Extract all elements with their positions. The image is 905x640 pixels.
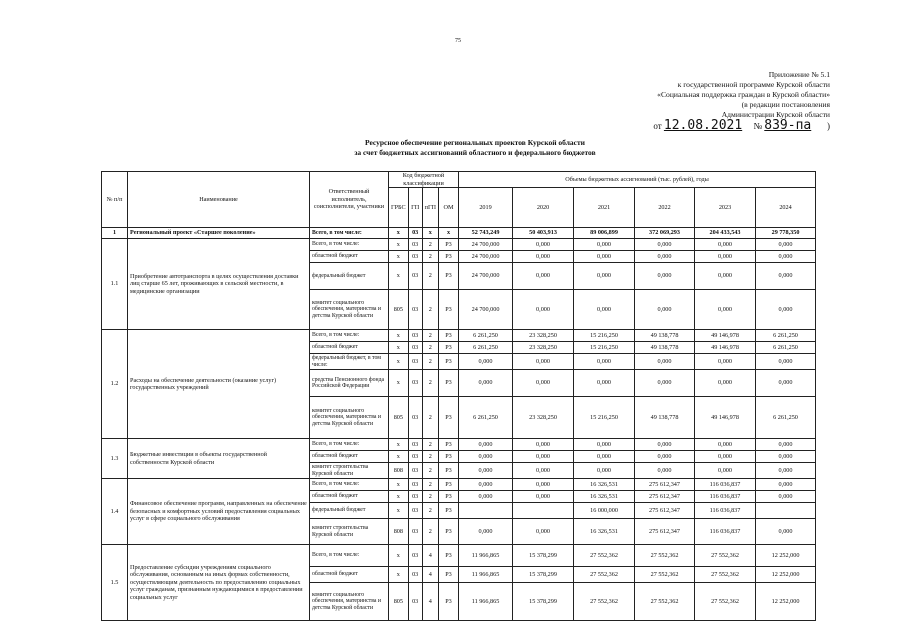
row-name: Региональный проект «Старшее поколение» xyxy=(128,228,310,239)
value-cell: 12 252,000 xyxy=(756,545,816,567)
code-cell: 805 xyxy=(389,290,409,330)
value-cell: 0,000 xyxy=(695,439,756,451)
code-cell: 03 xyxy=(408,583,422,621)
title-line: Ресурсное обеспечение региональных проектов Курской области xyxy=(364,138,585,147)
value-cell: 0,000 xyxy=(574,451,635,463)
value-cell: 0,000 xyxy=(574,251,635,263)
code-cell: х xyxy=(389,263,409,290)
code-cell: 4 xyxy=(422,567,438,583)
header-grbs: ГРБС xyxy=(389,188,409,228)
value-cell: 0,000 xyxy=(695,354,756,370)
code-cell: 03 xyxy=(408,439,422,451)
value-cell: 16 326,531 xyxy=(574,479,635,491)
value-cell: 49 138,778 xyxy=(635,342,695,354)
value-cell: 372 069,293 xyxy=(635,228,695,239)
code-cell: 2 xyxy=(422,342,438,354)
value-cell: 16 000,000 xyxy=(574,503,635,519)
page-number: 75 xyxy=(455,38,461,44)
value-cell: 0,000 xyxy=(635,370,695,397)
code-cell: х xyxy=(389,479,409,491)
code-cell: 03 xyxy=(408,479,422,491)
code-cell: Р3 xyxy=(439,370,459,397)
row-num: 1.1 xyxy=(102,239,128,330)
value-cell: 0,000 xyxy=(513,239,574,251)
value-cell: 0,000 xyxy=(756,451,816,463)
code-cell: 2 xyxy=(422,239,438,251)
row-resp: Всего, в том числе: xyxy=(310,545,389,567)
header-num: № п/п xyxy=(102,172,128,228)
header-volumes: Объемы бюджетных ассигнований (тыс. рублей), годы xyxy=(459,172,816,188)
row-name: Приобретение автотранспорта в целях осуществления доставки лиц старше 65 лет, проживающих в сельской местности, в медицинские организации xyxy=(128,239,310,330)
value-cell: 0,000 xyxy=(459,491,513,503)
code-cell: х xyxy=(389,545,409,567)
value-cell xyxy=(513,503,574,519)
value-cell: 0,000 xyxy=(756,239,816,251)
code-cell: Р3 xyxy=(439,503,459,519)
code-cell: 03 xyxy=(408,228,422,239)
value-cell: 0,000 xyxy=(513,451,574,463)
code-cell: Р3 xyxy=(439,491,459,503)
code-cell: 805 xyxy=(389,583,409,621)
header-year: 2024 xyxy=(756,188,816,228)
value-cell: 15 378,299 xyxy=(513,545,574,567)
value-cell: 6 261,250 xyxy=(459,397,513,439)
project-row xyxy=(102,228,816,239)
value-cell: 0,000 xyxy=(574,370,635,397)
value-cell: 0,000 xyxy=(756,370,816,397)
value-cell: 275 612,347 xyxy=(635,491,695,503)
code-cell: 03 xyxy=(408,263,422,290)
value-cell: 0,000 xyxy=(513,479,574,491)
code-cell: 03 xyxy=(408,545,422,567)
value-cell: 0,000 xyxy=(459,451,513,463)
code-cell: 2 xyxy=(422,290,438,330)
value-cell: 24 700,000 xyxy=(459,239,513,251)
value-cell: 0,000 xyxy=(574,439,635,451)
value-cell: 0,000 xyxy=(756,263,816,290)
value-cell: 116 036,837 xyxy=(695,519,756,545)
code-cell: 2 xyxy=(422,263,438,290)
code-cell: х xyxy=(439,228,459,239)
value-cell: 0,000 xyxy=(756,479,816,491)
code-cell: Р3 xyxy=(439,519,459,545)
value-cell: 27 552,362 xyxy=(695,583,756,621)
value-cell: 0,000 xyxy=(459,439,513,451)
header-year: 2020 xyxy=(513,188,574,228)
value-cell: 0,000 xyxy=(513,251,574,263)
value-cell: 12 252,000 xyxy=(756,567,816,583)
code-cell: 03 xyxy=(408,330,422,342)
number-prefix: № xyxy=(753,121,763,131)
code-cell: Р3 xyxy=(439,330,459,342)
value-cell: 27 552,362 xyxy=(574,583,635,621)
value-cell: 0,000 xyxy=(695,451,756,463)
code-cell: х xyxy=(389,354,409,370)
row-num: 1.4 xyxy=(102,479,128,545)
code-cell: х xyxy=(389,451,409,463)
code-cell: 03 xyxy=(408,342,422,354)
value-cell: 0,000 xyxy=(756,519,816,545)
value-cell: 275 612,347 xyxy=(635,479,695,491)
value-cell: 0,000 xyxy=(574,354,635,370)
value-cell: 0,000 xyxy=(635,239,695,251)
value-cell: 0,000 xyxy=(695,370,756,397)
value-cell: 23 328,250 xyxy=(513,342,574,354)
code-cell: х xyxy=(389,330,409,342)
code-cell: 2 xyxy=(422,491,438,503)
value-cell: 15 216,250 xyxy=(574,397,635,439)
code-cell: 03 xyxy=(408,451,422,463)
decree-date-line xyxy=(580,118,830,133)
value-cell: 0,000 xyxy=(459,463,513,479)
value-cell: 15 216,250 xyxy=(574,330,635,342)
header-pgp: пГП xyxy=(422,188,438,228)
code-cell: Р3 xyxy=(439,251,459,263)
value-cell: 27 552,362 xyxy=(635,583,695,621)
code-cell: 2 xyxy=(422,397,438,439)
row-num: 1.3 xyxy=(102,439,128,479)
resource-table xyxy=(101,171,816,621)
value-cell: 0,000 xyxy=(635,439,695,451)
value-cell: 0,000 xyxy=(513,439,574,451)
value-cell: 0,000 xyxy=(513,290,574,330)
value-cell: 6 261,250 xyxy=(756,397,816,439)
value-cell: 0,000 xyxy=(574,463,635,479)
value-cell xyxy=(459,503,513,519)
value-cell: 11 966,865 xyxy=(459,583,513,621)
header-year: 2019 xyxy=(459,188,513,228)
code-cell: 2 xyxy=(422,503,438,519)
appendix-line: Приложение № 5.1 xyxy=(768,70,830,79)
row-resp: областной бюджет xyxy=(310,451,389,463)
value-cell: 0,000 xyxy=(574,290,635,330)
code-cell: 805 xyxy=(389,397,409,439)
value-cell: 0,000 xyxy=(459,479,513,491)
row-resp: комитет социального обеспечения, материнства и детства Курской области xyxy=(310,397,389,439)
value-cell: 0,000 xyxy=(635,451,695,463)
header-om: ОМ xyxy=(439,188,459,228)
code-cell: 2 xyxy=(422,370,438,397)
code-cell: 03 xyxy=(408,519,422,545)
value-cell: 0,000 xyxy=(756,251,816,263)
row-resp: федеральный бюджет xyxy=(310,263,389,290)
value-cell: 0,000 xyxy=(756,463,816,479)
value-cell: 24 700,000 xyxy=(459,290,513,330)
row-resp: областной бюджет xyxy=(310,251,389,263)
value-cell: 275 612,347 xyxy=(635,519,695,545)
date-prefix: от xyxy=(653,121,662,131)
value-cell: 6 261,250 xyxy=(459,342,513,354)
value-cell: 116 036,837 xyxy=(695,491,756,503)
table-row xyxy=(102,439,816,451)
value-cell: 0,000 xyxy=(513,263,574,290)
row-resp: комитет строительства Курской области xyxy=(310,463,389,479)
code-cell: Р3 xyxy=(439,342,459,354)
code-cell: 808 xyxy=(389,463,409,479)
code-cell: Р3 xyxy=(439,583,459,621)
code-cell: 03 xyxy=(408,503,422,519)
row-resp: комитет социального обеспечения, материнства и детства Курской области xyxy=(310,290,389,330)
value-cell: 50 403,913 xyxy=(513,228,574,239)
value-cell: 89 006,899 xyxy=(574,228,635,239)
row-resp: комитет социального обеспечения, материнства и детства Курской области xyxy=(310,583,389,621)
value-cell: 15 378,299 xyxy=(513,583,574,621)
code-cell: 03 xyxy=(408,491,422,503)
value-cell: 204 433,543 xyxy=(695,228,756,239)
appendix-line: (в редакции постановления xyxy=(741,100,830,109)
code-cell: х xyxy=(389,491,409,503)
row-name: Бюджетные инвестиции в объекты государственной собственности Курской области xyxy=(128,439,310,479)
code-cell: 2 xyxy=(422,451,438,463)
code-cell: 2 xyxy=(422,463,438,479)
value-cell: 16 326,531 xyxy=(574,491,635,503)
row-num: 1.5 xyxy=(102,545,128,621)
value-cell: 6 261,250 xyxy=(756,342,816,354)
value-cell: 27 552,362 xyxy=(635,567,695,583)
value-cell: 49 138,778 xyxy=(635,330,695,342)
row-resp: Всего, в том числе: xyxy=(310,479,389,491)
code-cell: 4 xyxy=(422,545,438,567)
code-cell: Р3 xyxy=(439,479,459,491)
value-cell: 16 326,531 xyxy=(574,519,635,545)
code-cell: 03 xyxy=(408,463,422,479)
appendix-line: к государственной программе Курской области xyxy=(677,80,830,89)
code-cell: х xyxy=(389,239,409,251)
value-cell: 15 378,299 xyxy=(513,567,574,583)
value-cell: 116 036,837 xyxy=(695,503,756,519)
row-resp: областной бюджет xyxy=(310,567,389,583)
table-row xyxy=(102,479,816,491)
table-row xyxy=(102,545,816,567)
code-cell: 03 xyxy=(408,239,422,251)
code-cell: х xyxy=(389,342,409,354)
value-cell: 27 552,362 xyxy=(574,567,635,583)
code-cell: х xyxy=(389,439,409,451)
code-cell: 03 xyxy=(408,354,422,370)
value-cell: 0,000 xyxy=(459,354,513,370)
code-cell: х xyxy=(389,370,409,397)
value-cell: 29 778,350 xyxy=(756,228,816,239)
code-cell: 03 xyxy=(408,370,422,397)
table-row xyxy=(102,330,816,342)
value-cell: 27 552,362 xyxy=(695,545,756,567)
code-cell: 2 xyxy=(422,479,438,491)
row-resp: средства Пенсионного фонда Российской Федерации xyxy=(310,370,389,397)
code-cell: х xyxy=(389,567,409,583)
code-cell: х xyxy=(422,228,438,239)
value-cell: 0,000 xyxy=(513,519,574,545)
value-cell: 12 252,000 xyxy=(756,583,816,621)
value-cell: 49 146,978 xyxy=(695,342,756,354)
value-cell: 0,000 xyxy=(513,370,574,397)
value-cell: 24 700,000 xyxy=(459,263,513,290)
value-cell: 0,000 xyxy=(574,239,635,251)
value-cell: 49 146,978 xyxy=(695,397,756,439)
value-cell: 0,000 xyxy=(574,263,635,290)
value-cell: 0,000 xyxy=(695,239,756,251)
code-cell: 03 xyxy=(408,290,422,330)
decree-number: 839-па xyxy=(764,118,812,133)
table-row xyxy=(102,239,816,251)
header-name: Наименование xyxy=(128,172,310,228)
value-cell: 0,000 xyxy=(756,439,816,451)
appendix-line: Администрации Курской области xyxy=(721,110,830,119)
value-cell: 0,000 xyxy=(635,263,695,290)
code-cell: х xyxy=(389,228,409,239)
row-num: 1.2 xyxy=(102,330,128,439)
header-year: 2021 xyxy=(574,188,635,228)
value-cell: 6 261,250 xyxy=(459,330,513,342)
code-cell: Р3 xyxy=(439,397,459,439)
code-cell: Р3 xyxy=(439,354,459,370)
code-cell: 03 xyxy=(408,251,422,263)
value-cell: 27 552,362 xyxy=(574,545,635,567)
code-cell: 03 xyxy=(408,397,422,439)
row-resp: Всего, в том числе: xyxy=(310,228,389,239)
code-cell: 2 xyxy=(422,519,438,545)
value-cell xyxy=(756,503,816,519)
value-cell: 27 552,362 xyxy=(635,545,695,567)
row-name: Расходы на обеспечение деятельности (оказание услуг) государственных учреждений xyxy=(128,330,310,439)
value-cell: 0,000 xyxy=(695,290,756,330)
row-resp: федеральный бюджет xyxy=(310,503,389,519)
code-cell: Р3 xyxy=(439,567,459,583)
value-cell: 23 328,250 xyxy=(513,397,574,439)
code-cell: Р3 xyxy=(439,463,459,479)
code-cell: х xyxy=(389,251,409,263)
value-cell: 15 216,250 xyxy=(574,342,635,354)
title-line: за счет бюджетных ассигнований областного и федерального бюджетов xyxy=(354,148,596,157)
code-cell: 2 xyxy=(422,330,438,342)
value-cell: 0,000 xyxy=(635,354,695,370)
value-cell: 0,000 xyxy=(513,463,574,479)
row-resp: Всего, в том числе: xyxy=(310,439,389,451)
value-cell: 49 138,778 xyxy=(635,397,695,439)
value-cell: 0,000 xyxy=(756,491,816,503)
value-cell: 23 328,250 xyxy=(513,330,574,342)
row-name: Предоставление субсидии учреждениям социального обслуживания, основанным на иных формах собственности, осуществляющим деятельность по предоставлению социальных услуг гражданам, признанным нуждающимися в предоставлении социальных услуг xyxy=(128,545,310,621)
value-cell: 0,000 xyxy=(635,463,695,479)
row-name: Финансовое обеспечение программ, направленных на обеспечение безопасных и комфортных условий предоставления социальных услуг в сфере социального обслуживания xyxy=(128,479,310,545)
code-cell: Р3 xyxy=(439,545,459,567)
row-resp: областной бюджет xyxy=(310,342,389,354)
code-cell: Р3 xyxy=(439,439,459,451)
code-cell: Р3 xyxy=(439,290,459,330)
header-code-group: Код бюджетной классификации xyxy=(389,172,459,188)
row-resp: федеральный бюджет, в том числе: xyxy=(310,354,389,370)
value-cell: 0,000 xyxy=(459,370,513,397)
value-cell: 116 036,837 xyxy=(695,479,756,491)
document-title xyxy=(250,138,700,158)
value-cell: 0,000 xyxy=(459,519,513,545)
value-cell: 52 743,249 xyxy=(459,228,513,239)
value-cell: 0,000 xyxy=(695,251,756,263)
value-cell: 0,000 xyxy=(635,251,695,263)
code-cell: х xyxy=(389,503,409,519)
code-cell: 808 xyxy=(389,519,409,545)
header-year: 2022 xyxy=(635,188,695,228)
value-cell: 0,000 xyxy=(756,354,816,370)
row-num: 1 xyxy=(102,228,128,239)
code-cell: 4 xyxy=(422,583,438,621)
value-cell: 0,000 xyxy=(635,290,695,330)
appendix-line: «Социальная поддержка граждан в Курской области» xyxy=(657,90,830,99)
code-cell: Р3 xyxy=(439,263,459,290)
value-cell: 0,000 xyxy=(695,263,756,290)
code-cell: 2 xyxy=(422,251,438,263)
value-cell: 0,000 xyxy=(756,290,816,330)
code-cell: 2 xyxy=(422,439,438,451)
code-cell: 03 xyxy=(408,567,422,583)
close-paren: ) xyxy=(827,121,830,131)
value-cell: 6 261,250 xyxy=(756,330,816,342)
row-resp: областной бюджет xyxy=(310,491,389,503)
value-cell: 49 146,978 xyxy=(695,330,756,342)
row-resp: Всего, в том числе: xyxy=(310,330,389,342)
value-cell: 0,000 xyxy=(695,463,756,479)
value-cell: 11 966,865 xyxy=(459,545,513,567)
code-cell: 2 xyxy=(422,354,438,370)
value-cell: 0,000 xyxy=(513,491,574,503)
value-cell: 275 612,347 xyxy=(635,503,695,519)
decree-date: 12.08.2021 xyxy=(663,118,743,133)
value-cell: 27 552,362 xyxy=(695,567,756,583)
value-cell: 0,000 xyxy=(513,354,574,370)
code-cell: Р3 xyxy=(439,451,459,463)
row-resp: комитет строительства Курской области xyxy=(310,519,389,545)
code-cell: Р3 xyxy=(439,239,459,251)
header-gp: ГП xyxy=(408,188,422,228)
value-cell: 11 966,865 xyxy=(459,567,513,583)
header-year: 2023 xyxy=(695,188,756,228)
value-cell: 24 700,000 xyxy=(459,251,513,263)
row-resp: Всего, в том числе: xyxy=(310,239,389,251)
header-resp: Ответственный исполнитель, соисполнители, участники xyxy=(310,172,389,228)
appendix-block xyxy=(580,70,830,131)
